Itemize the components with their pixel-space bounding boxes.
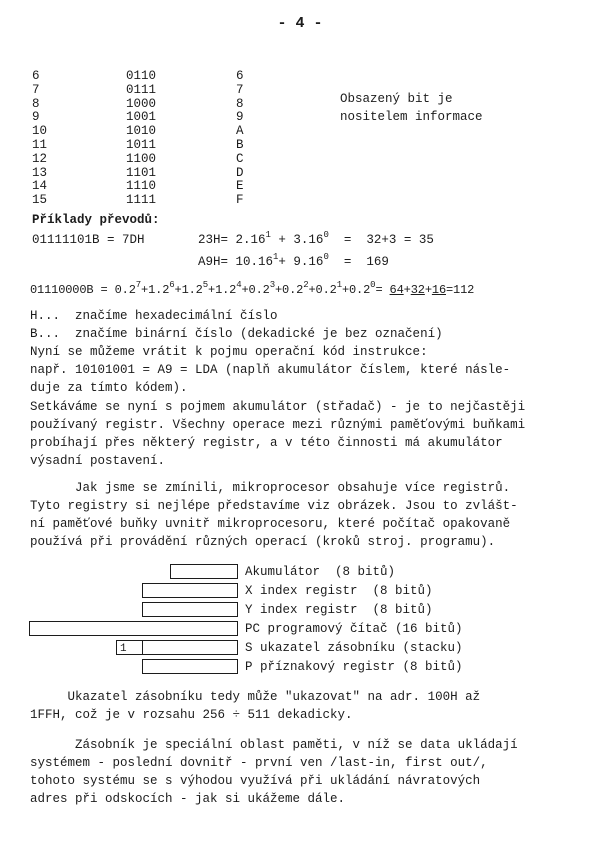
table-cell: 6 bbox=[236, 69, 244, 83]
decimal-column bbox=[32, 70, 47, 208]
table-cell: F bbox=[236, 193, 244, 208]
expr-term: +1.2 bbox=[141, 283, 170, 297]
exponent: 0 bbox=[323, 230, 329, 240]
expr-text: + 9.16 bbox=[278, 255, 324, 269]
text-line: výsadní postavení. bbox=[30, 454, 166, 468]
table-cell: 1000 bbox=[126, 96, 157, 111]
expr-text: = 169 bbox=[328, 255, 389, 269]
text-line: systémem - poslední dovnitř - první ven /last-in, first out/, bbox=[30, 756, 488, 770]
table-cell: 14 bbox=[32, 179, 48, 194]
expr-term: +1.2 bbox=[208, 283, 237, 297]
text-line: např. 10101001 = A9 = LDA (naplň akumulátor číslem, které násle- bbox=[30, 363, 511, 377]
text-line: Zásobník je speciální oblast paměti, v níž se data ukládají bbox=[30, 738, 518, 752]
side-note bbox=[340, 90, 483, 126]
table-cell: 1001 bbox=[126, 110, 157, 125]
table-cell: 8 bbox=[236, 96, 244, 111]
exponent: 2 bbox=[303, 280, 309, 290]
exponent: 3 bbox=[269, 280, 275, 290]
text-line: používá při provádění různých operací (kroků stroj. programu). bbox=[30, 535, 496, 549]
table-cell: 8 bbox=[32, 96, 40, 111]
hex-column bbox=[236, 70, 244, 208]
table-cell: 7 bbox=[236, 82, 244, 97]
exponent: 1 bbox=[265, 230, 271, 240]
table-cell: 9 bbox=[236, 110, 244, 125]
table-cell: 1011 bbox=[126, 137, 157, 152]
expr-text: + bbox=[403, 283, 411, 297]
table-cell: 1101 bbox=[126, 165, 157, 180]
sum-term: 64 bbox=[389, 283, 404, 297]
table-cell: 0111 bbox=[126, 82, 157, 97]
text-line: používaný registr. Všechny operace mezi různými paměťovými buňkami bbox=[30, 418, 526, 432]
text-line: Tyto registry si nejlépe představíme viz obrázek. Jsou to zvlášt- bbox=[30, 499, 518, 513]
table-cell: D bbox=[236, 165, 244, 180]
table-cell: 1111 bbox=[126, 193, 157, 208]
table-cell: 15 bbox=[32, 193, 48, 208]
table-cell: 9 bbox=[32, 110, 40, 125]
table-cell: 12 bbox=[32, 151, 48, 166]
register-label: Akumulátor (8 bitů) bbox=[245, 565, 396, 579]
binary-column bbox=[126, 70, 156, 208]
expr-term: +0.2 bbox=[241, 283, 270, 297]
expr-text: + bbox=[424, 283, 432, 297]
table-cell: 1010 bbox=[126, 124, 157, 139]
exponent: 7 bbox=[135, 280, 142, 290]
note-line: Obsazený bit je bbox=[340, 92, 453, 106]
table-cell: 10 bbox=[32, 124, 48, 139]
exponent: 6 bbox=[169, 280, 175, 290]
note-line: nositelem informace bbox=[340, 110, 483, 124]
table-cell: B bbox=[236, 137, 244, 152]
text-line: Ukazatel zásobníku tedy může "ukazovat" na adr. 100H až bbox=[30, 690, 481, 704]
expr-text: = bbox=[375, 283, 390, 297]
sum-term: 16 bbox=[431, 283, 446, 297]
exponent: 1 bbox=[273, 252, 279, 262]
text-line: probíhají přes některý registr, a v této činnosti má akumulátor bbox=[30, 436, 503, 450]
register-label: P příznakový registr (8 bitů) bbox=[245, 660, 463, 674]
text-line: H... značíme hexadecimální číslo bbox=[30, 309, 278, 323]
register-label: X index registr (8 bitů) bbox=[245, 584, 433, 598]
register-label: Y index registr (8 bitů) bbox=[245, 603, 433, 617]
exponent: 1 bbox=[336, 280, 342, 290]
text-line: tohoto systému se s výhodou využívá při ukládání návratových bbox=[30, 774, 481, 788]
exponent: 0 bbox=[370, 280, 376, 290]
stack-box-divider bbox=[142, 640, 144, 655]
table-cell: C bbox=[236, 151, 244, 166]
expr-text: =112 bbox=[446, 283, 475, 297]
table-cell: A bbox=[236, 124, 244, 139]
table-cell: 1100 bbox=[126, 151, 157, 166]
expr-term: +0.2 bbox=[341, 283, 371, 297]
example-binary-expansion bbox=[30, 280, 475, 298]
expr-text: 23H= 2.16 bbox=[198, 233, 266, 247]
exponent: 0 bbox=[323, 252, 329, 262]
text-line: 1FFH, což je v rozsahu 256 ÷ 511 dekadicky. bbox=[30, 708, 353, 722]
accumulator-register-box bbox=[170, 564, 238, 579]
text-line: Setkáváme se nyní s pojmem akumulátor (střadač) - je to nejčastěji bbox=[30, 400, 526, 414]
expr-term: +1.2 bbox=[174, 283, 203, 297]
sum-term: 32 bbox=[410, 283, 425, 297]
page-number: - 4 - bbox=[277, 15, 323, 32]
table-cell: 1110 bbox=[126, 179, 157, 194]
text-line: Nyní se můžeme vrátit k pojmu operační kód instrukce: bbox=[30, 345, 428, 359]
table-cell: 0110 bbox=[126, 69, 157, 83]
table-cell: 13 bbox=[32, 165, 48, 180]
stack-pointer-register-box bbox=[116, 640, 238, 655]
x-index-register-box bbox=[142, 583, 238, 598]
expr-term: +0.2 bbox=[274, 283, 304, 297]
examples-title: Příklady převodů: bbox=[32, 213, 160, 227]
expr-term: +0.2 bbox=[308, 283, 337, 297]
text-line: ní paměťové buňky uvnitř mikroprocesoru, které počítač opakovaně bbox=[30, 517, 511, 531]
expr-text: A9H= 10.16 bbox=[198, 255, 274, 269]
y-index-register-box bbox=[142, 602, 238, 617]
expr-text: + 3.16 bbox=[270, 233, 324, 247]
text-line: B... značíme binární číslo (dekadické je bez označení) bbox=[30, 327, 443, 341]
text-line: Jak jsme se zmínili, mikroprocesor obsahuje více registrů. bbox=[30, 481, 511, 495]
table-cell: 7 bbox=[32, 82, 40, 97]
example-23h bbox=[198, 230, 434, 248]
table-cell: 11 bbox=[32, 137, 48, 152]
table-cell: E bbox=[236, 179, 244, 194]
example-a9h bbox=[198, 252, 389, 270]
exponent: 5 bbox=[202, 280, 209, 290]
text-line: adres při odskocích - jak si ukážeme dále. bbox=[30, 792, 346, 806]
status-register-box bbox=[142, 659, 238, 674]
register-label: PC programový čítač (16 bitů) bbox=[245, 622, 463, 636]
stack-page-prefix: 1 bbox=[120, 643, 127, 655]
program-counter-register-box bbox=[29, 621, 238, 636]
exponent: 4 bbox=[236, 280, 242, 290]
register-label: S ukazatel zásobníku (stacku) bbox=[245, 641, 463, 655]
example-binary-hex: 01111101B = 7DH bbox=[32, 233, 145, 247]
table-cell: 6 bbox=[32, 69, 40, 83]
expr-text: = 32+3 = 35 bbox=[328, 233, 434, 247]
expr-text: 01110000B = 0.2 bbox=[30, 283, 136, 297]
text-line: duje za tímto kódem). bbox=[30, 381, 188, 395]
